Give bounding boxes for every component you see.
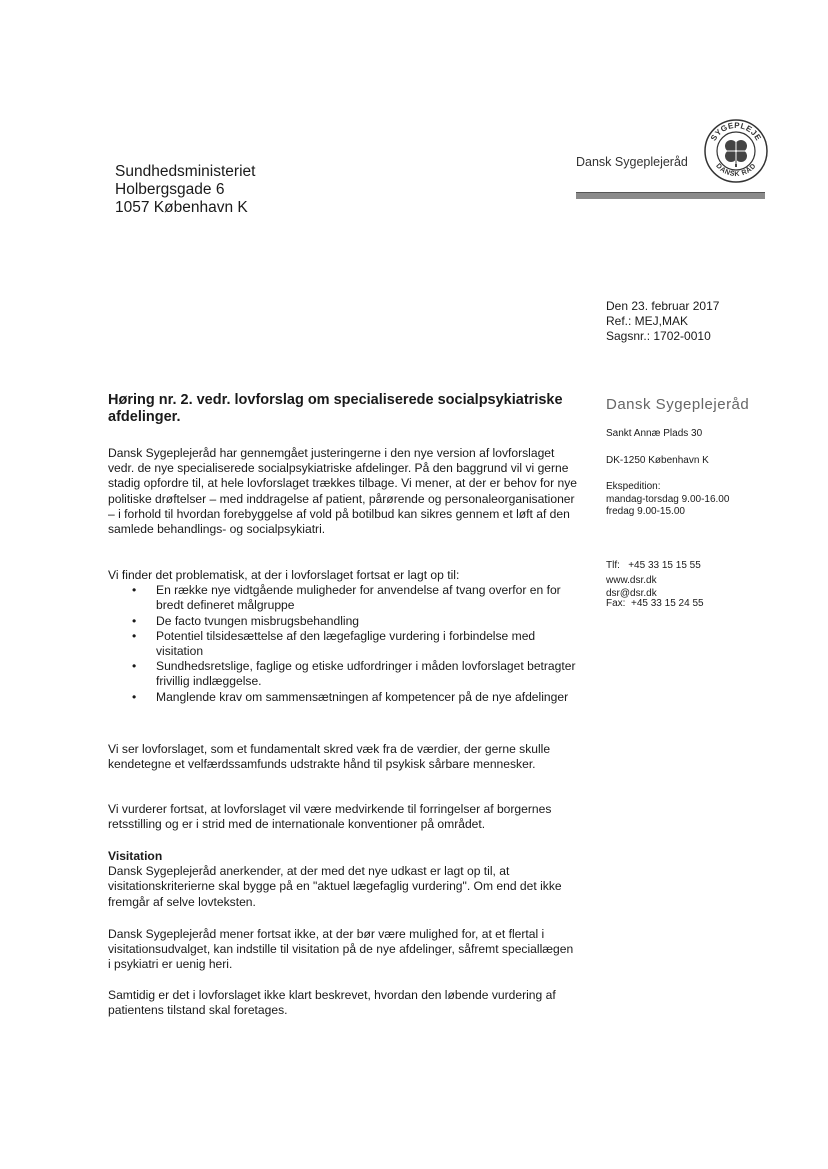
date-reference-block [606,299,719,344]
list-item: • En række nye vidtgående muligheder for anvendelse af tvang overfor en for bredt defineret målgruppe [108,583,578,613]
sidebar-hours [606,481,729,519]
letter-heading: Høring nr. 2. vedr. lovforslag om specialiserede socialpsykiatriske afdelinger. [108,392,563,425]
brand-name: Dansk Sygeplejeråd [576,155,688,169]
list-item: • Sundhedsretslige, faglige og etiske udfordringer i måden lovforslaget betragter frivillig indlæggelse. [108,659,578,689]
organization-seal [703,118,769,184]
fax: Fax: +45 33 15 24 55 [606,597,704,609]
paragraph-3 [108,742,578,772]
letter-date: Den 23. februar 2017 [606,299,720,313]
paragraph-6 [108,927,578,973]
reference: Ref.: MEJ,MAK [606,314,689,328]
paragraph-text: Samtidig er det i lovforslaget ikke klart beskrevet, hvordan den løbende vurdering af patientens tilstand skal foretages. [108,988,556,1018]
case-number: Sagsnr.: 1702-0010 [606,329,711,343]
paragraph-1 [108,446,578,537]
sidebar-title: Dansk Sygeplejeråd [606,396,750,413]
paragraph-text: Vi ser lovforslaget, som et fundamentalt skred væk fra de værdier, der gerne skulle kendetegne et velfærdssamfunds udstrakte hånd til psykisk sårbare mennesker. [108,742,551,772]
paragraph-text: Vi finder det problematisk, at der i lovforslaget fortsat er lagt op til: [108,568,460,582]
section-visitation [108,849,578,910]
recipient-address [115,163,255,217]
website-link[interactable]: www.dsr.dk [606,575,657,586]
list-item: • Manglende krav om sammensætningen af kompetencer på de nye afdelinger [108,690,578,705]
email-link[interactable]: dsr@dsr.dk [606,587,657,599]
paragraph-4 [108,802,578,832]
paragraph-text: Dansk Sygeplejeråd anerkender, at der med det nye udkast er lagt op til, at visitationskriterierne skal bygge på en "aktuel lægefaglig vurdering". Om end det ikke fremgår af selve lovteksten. [108,864,562,909]
seal-bottom-text: DANSK RÅD [714,162,758,179]
sidebar-web [606,575,657,600]
paragraph-text: Vi vurderer fortsat, at lovforslaget vil være medvirkende til forringelser af borgernes retsstilling og er i strid med de internationale konventioner på området. [108,802,552,832]
section-heading: Visitation [108,849,163,863]
phone: Tlf: +45 33 15 15 55 [606,560,701,571]
address-line: DK-1250 København K [606,455,709,466]
recipient-line: Sundhedsministeriet [115,163,256,180]
address-line: Sankt Annæ Plads 30 [606,428,703,439]
paragraph-text: Dansk Sygeplejeråd har gennemgået justeringerne i den nye version af lovforslaget vedr. de nye specialiserede socialpsykiatriske afdelinger. På den baggrund vil vi gerne stadig opfordre til, at hele lovforslaget trækkes tilbage. Vi mener, at der er behov for nye politiske drøftelser – med inddragelse af patient, pårørende og personaleorganisationer – i forhold til hvordan forebyggelse af vold på botilbud kan sikres gennem et løft af den samlede behandlings- og socialpsykiatri. [108,446,577,537]
hours-line: mandag-torsdag 9.00-16.00 [606,493,730,505]
list-item: • De facto tvungen misbrugsbehandling [108,614,578,629]
recipient-line: Holbergsgade 6 [115,181,225,198]
paragraph-text: Dansk Sygeplejeråd mener fortsat ikke, at der bør være mulighed for, at et flertal i visitationsudvalget, kan indstille til visitation på de nye afdelinger, såfremt speciallægen i psykiatri er uenig heri. [108,927,574,972]
hours-line: fredag 9.00-15.00 [606,506,685,517]
recipient-line: 1057 København K [115,199,248,216]
sidebar-address1 [606,428,702,441]
list-item: • Potentiel tilsidesættelse af den lægefaglige vurdering i forbindelse med visitation [108,629,578,659]
sidebar-address2 [606,455,709,468]
concern-list [108,583,578,705]
header-rule [576,192,765,199]
seal-top-text: SYGEPLEJE [708,120,764,143]
hours-label: Ekspedition: [606,481,661,492]
paragraph-2 [108,568,578,705]
paragraph-7 [108,988,578,1018]
